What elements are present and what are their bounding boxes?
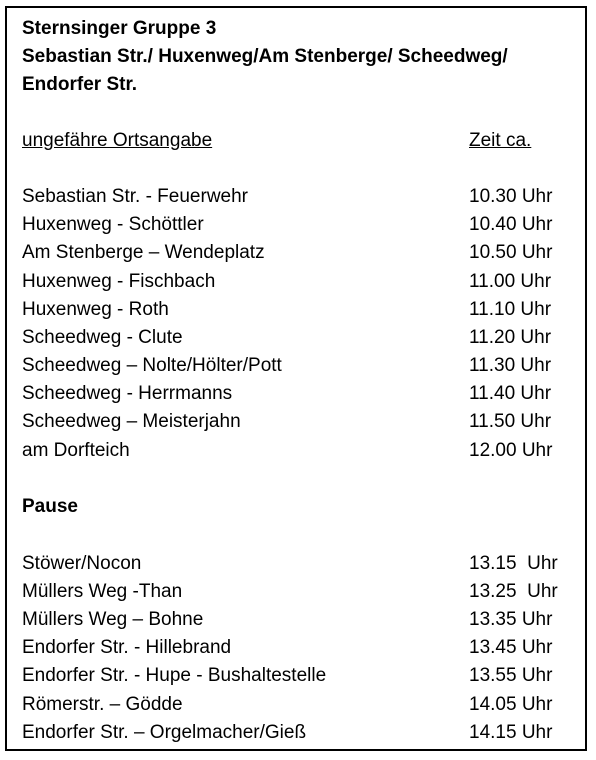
stop-time: 10.30 Uhr (469, 186, 553, 207)
stop-place: Scheedweg – Nolte/Hölter/Pott (22, 355, 282, 376)
stop-time: 11.30 Uhr (469, 355, 552, 376)
stop-time: 11.50 Uhr (469, 411, 552, 432)
stop-time: 11.10 Uhr (469, 299, 552, 320)
stop-place: Huxenweg - Schöttler (22, 214, 204, 235)
stop-time: 13.55 Uhr (469, 665, 553, 686)
stop-place: Stöwer/Nocon (22, 553, 142, 574)
stop-place: Scheedweg - Herrmanns (22, 383, 233, 404)
stop-place: Endorfer Str. - Hupe - Bushaltestelle (22, 665, 327, 686)
stop-time: 14.15 Uhr (469, 722, 553, 743)
stop-place: am Dorfteich (22, 440, 130, 461)
stop-place: Müllers Weg -Than (22, 581, 183, 602)
stop-time: 13.25 Uhr (469, 581, 558, 602)
route-line-1: Sebastian Str./ Huxenweg/Am Stenberge/ Scheedweg/ (22, 46, 508, 67)
stop-time: 10.50 Uhr (469, 242, 553, 263)
group-title: Sternsinger Gruppe 3 (22, 18, 217, 39)
stop-time: 11.00 Uhr (469, 271, 552, 292)
stop-place: Am Stenberge – Wendeplatz (22, 242, 265, 263)
stop-place: Müllers Weg – Bohne (22, 609, 204, 630)
stop-place: Römerstr. – Gödde (22, 694, 183, 715)
stop-place: Endorfer Str. - Hillebrand (22, 637, 232, 658)
stop-time: 13.35 Uhr (469, 609, 553, 630)
stop-place: Huxenweg - Roth (22, 299, 169, 320)
pause-heading: Pause (22, 496, 78, 517)
stop-time: 13.15 Uhr (469, 553, 558, 574)
route-line-2: Endorfer Str. (22, 74, 138, 95)
stop-time: 13.45 Uhr (469, 637, 553, 658)
stop-place: Sebastian Str. - Feuerwehr (22, 186, 248, 207)
stop-time: 12.00 Uhr (469, 440, 553, 461)
time-column-header: Zeit ca. (469, 130, 532, 151)
stop-place: Scheedweg - Clute (22, 327, 183, 348)
stop-time: 10.40 Uhr (469, 214, 553, 235)
stop-time: 11.40 Uhr (469, 383, 552, 404)
stop-place: Endorfer Str. – Orgelmacher/Gieß (22, 722, 307, 743)
stop-time: 14.05 Uhr (469, 694, 553, 715)
location-column-header: ungefähre Ortsangabe (22, 130, 213, 151)
stop-time: 11.20 Uhr (469, 327, 552, 348)
stop-place: Scheedweg – Meisterjahn (22, 411, 241, 432)
stop-place: Huxenweg - Fischbach (22, 271, 216, 292)
